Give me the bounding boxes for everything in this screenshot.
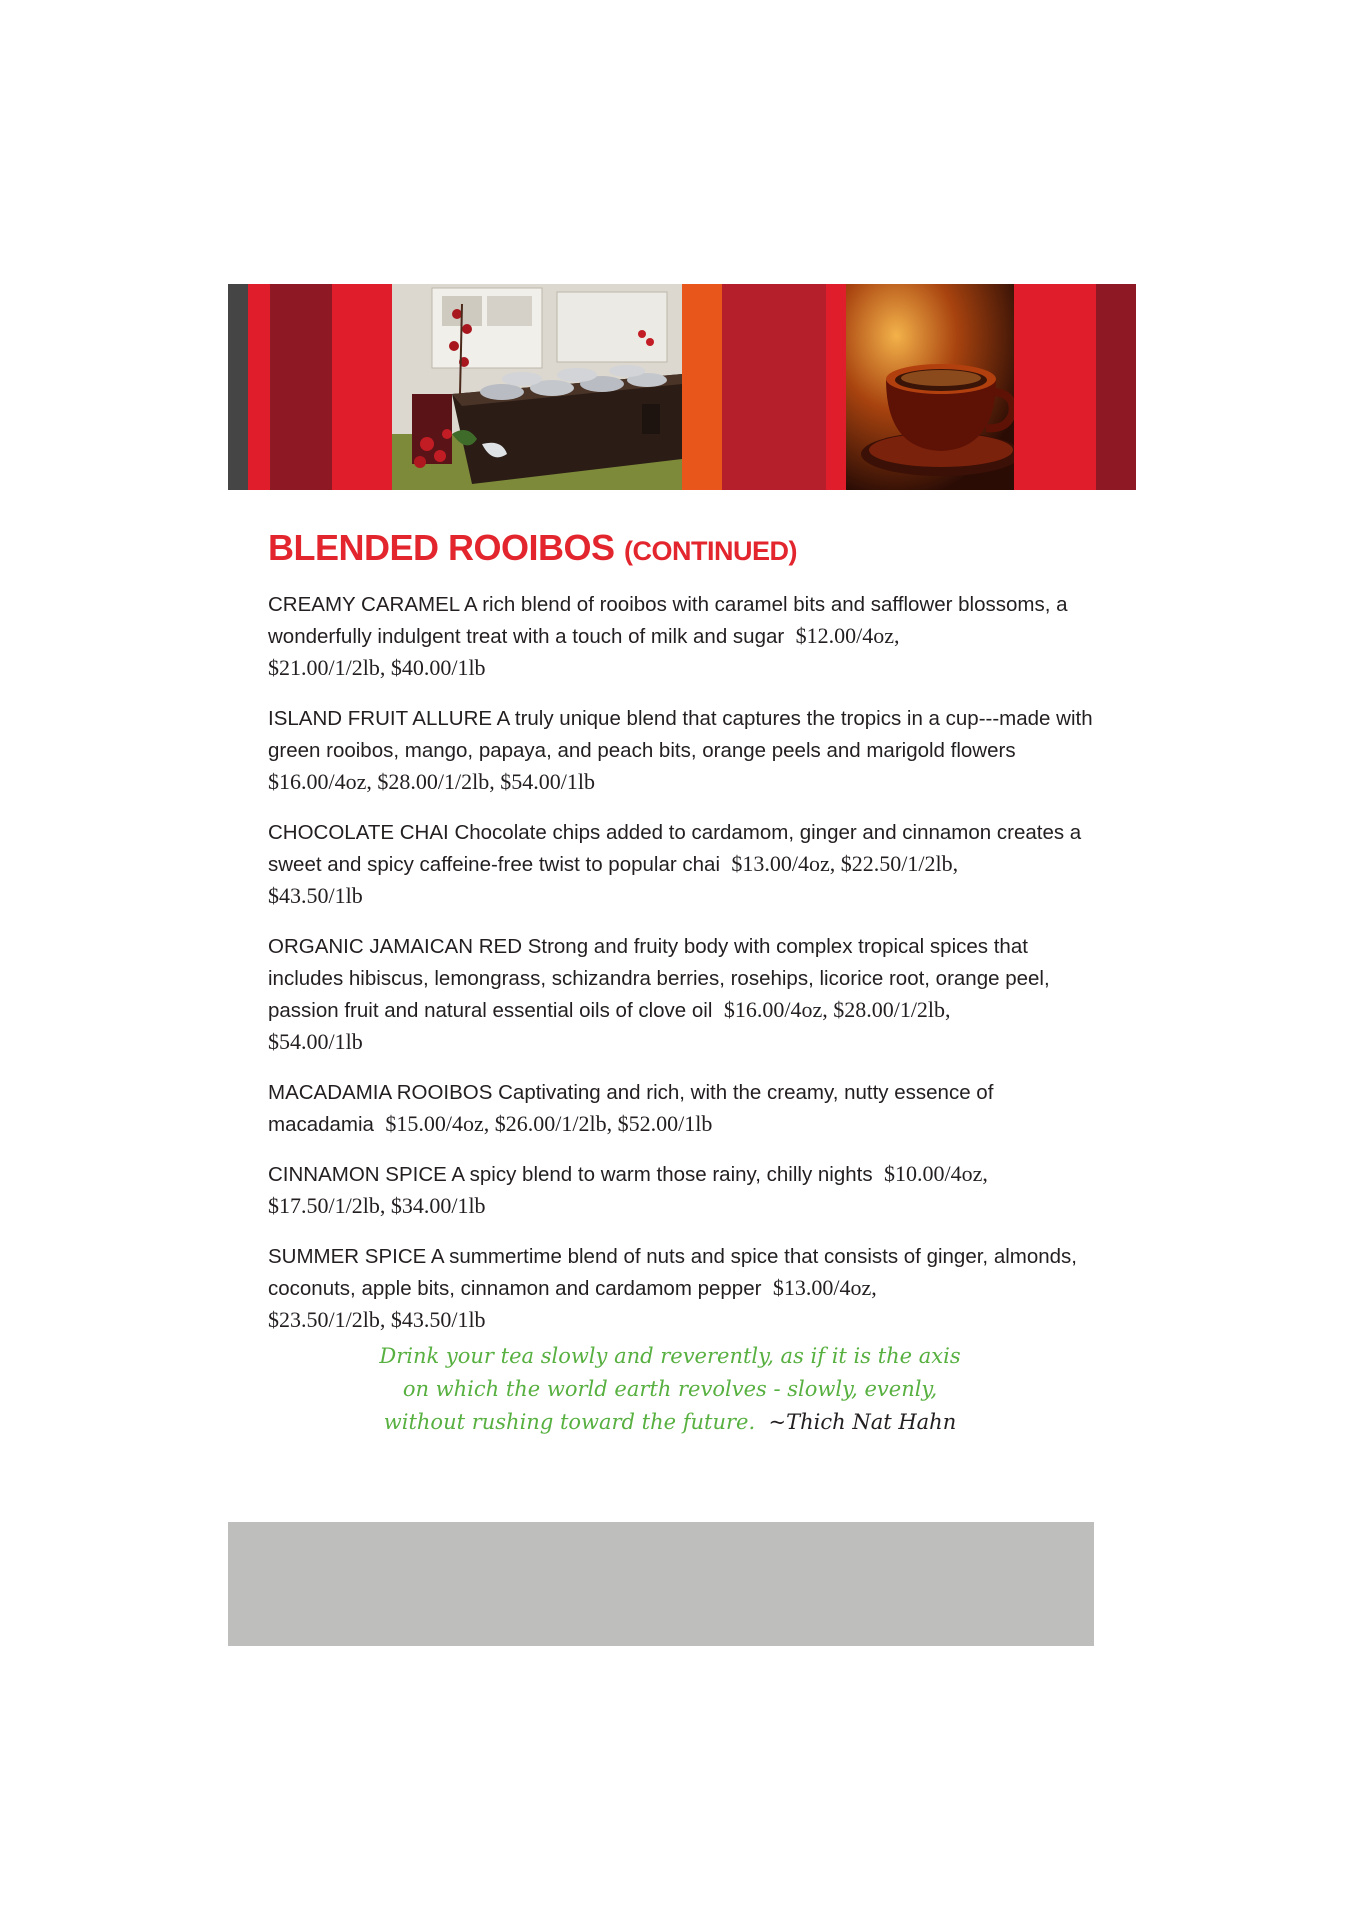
banner-stripe-red: [248, 284, 270, 490]
tea-item: [268, 1159, 1098, 1223]
tea-price: $17.50/1/2lb, $34.00/1lb: [268, 1193, 486, 1218]
tea-item: [268, 589, 1098, 685]
banner-stripe-red: [826, 284, 846, 490]
banner-stripe-crimson: [722, 284, 826, 490]
tea-description: A summertime blend of nuts and spice that consists of ginger, almonds, coconuts, apple bits, cinnamon and cardamom pepper: [268, 1245, 1077, 1300]
tea-item: [268, 1077, 1098, 1141]
tea-price: $16.00/4oz, $28.00/1/2lb,: [723, 997, 951, 1022]
header-banner: [228, 284, 1136, 490]
tea-price: $23.50/1/2lb, $43.50/1lb: [268, 1307, 486, 1332]
tea-description: A rich blend of rooibos with caramel bits and safflower blossoms, a wonderfully indulgent treat with a touch of milk and sugar: [268, 593, 1068, 648]
quote-line-3: without rushing toward the future.: [383, 1410, 756, 1434]
tea-price: $15.00/4oz, $26.00/1/2lb, $52.00/1lb: [385, 1111, 713, 1136]
quote-line-2: on which the world earth revolves - slowly, evenly,: [402, 1377, 938, 1401]
tea-cup-photo: [846, 284, 1014, 490]
banner-stripe-maroon: [1096, 284, 1136, 490]
tea-description: Chocolate chips added to cardamom, ginger and cinnamon creates a sweet and spicy caffeine-free twist to popular chai: [268, 821, 1082, 876]
footer-gray-block: [228, 1522, 1094, 1646]
tea-list: [268, 589, 1098, 1337]
section-title-text: BLENDED ROOIBOS: [268, 527, 615, 568]
quote-author: ~Thich Nat Hahn: [768, 1410, 957, 1434]
tea-price: $43.50/1lb: [268, 883, 363, 908]
tea-name: CREAMY CARAMEL: [268, 593, 460, 616]
tea-description: Strong and fruity body with complex tropical spices that includes hibiscus, lemongrass, schizandra berries, rosehips, licorice root, orange peel, passion fruit and natural essential oils of clove oil: [268, 935, 1050, 1022]
tea-price: $13.00/4oz, $22.50/1/2lb,: [731, 851, 959, 876]
banner-stripe-orange: [682, 284, 722, 490]
tea-price: $54.00/1lb: [268, 1029, 363, 1054]
section-title: [268, 522, 1098, 577]
tea-name: ISLAND FRUIT ALLURE: [268, 707, 493, 730]
tea-item: [268, 1241, 1098, 1337]
tea-gift-box-photo: [392, 284, 682, 490]
tea-price: $10.00/4oz,: [884, 1161, 988, 1186]
tea-item: [268, 817, 1098, 913]
tea-name: CINNAMON SPICE: [268, 1163, 447, 1186]
banner-stripe-maroon: [270, 284, 332, 490]
tea-item: [268, 703, 1098, 799]
tea-description: A truly unique blend that captures the tropics in a cup---made with green rooibos, mango, papaya, and peach bits, orange peels and marigold flowers: [268, 707, 1093, 762]
tea-price: $16.00/4oz, $28.00/1/2lb, $54.00/1lb: [268, 769, 595, 794]
tea-name: SUMMER SPICE: [268, 1245, 427, 1268]
tea-description: Captivating and rich, with the creamy, nutty essence of macadamia: [268, 1081, 994, 1136]
banner-stripe-gray: [228, 284, 248, 490]
tea-name: ORGANIC JAMAICAN RED: [268, 935, 522, 958]
banner-stripe-red: [1014, 284, 1096, 490]
tea-price: $21.00/1/2lb, $40.00/1lb: [268, 655, 486, 680]
tea-item: [268, 931, 1098, 1059]
tea-quote: [360, 1340, 980, 1439]
banner-stripe-red: [332, 284, 392, 490]
menu-section: [268, 522, 1098, 1355]
tea-price: $12.00/4oz,: [795, 623, 900, 648]
tea-description: A spicy blend to warm those rainy, chilly nights: [451, 1163, 873, 1186]
tea-name: CHOCOLATE CHAI: [268, 821, 449, 844]
tea-price: $13.00/4oz,: [772, 1275, 877, 1300]
tea-name: MACADAMIA ROOIBOS: [268, 1081, 493, 1104]
section-subtitle: (CONTINUED): [624, 536, 798, 566]
quote-line-1: Drink your tea slowly and reverently, as if it is the axis: [379, 1344, 961, 1368]
